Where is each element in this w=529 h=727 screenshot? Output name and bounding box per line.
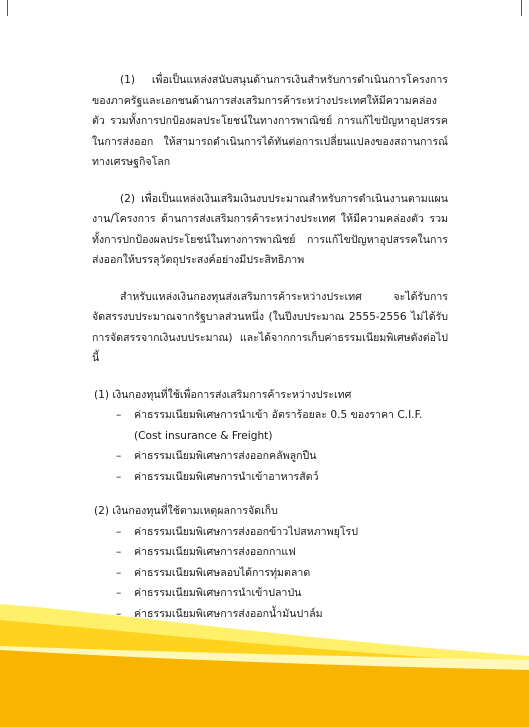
fund-group-1 <box>92 385 448 488</box>
list-item: – ค่าธรรมเนียมพิเศษการส่งออกกาแฟ <box>116 542 448 563</box>
dash-marker: – <box>116 587 122 599</box>
list-item: – ค่าธรรมเนียมพิเศษการนำเข้าปลาป่น <box>116 583 448 604</box>
paragraph-3: สำหรับแหล่งเงินกองทุนส่งเสริมการค้าระหว่างประเทศ จะได้รับการจัดสรรงบประมาณจากรัฐบาลส่วนหนึ่ง (ในปีงบประมาณ 2555-2556 ไม่ได้รับการจัดสรรจากเงินงบประมาณ) และได้จากการเก็บค่าธรรมเนียมพิเศษดังต่อไปนี้ <box>92 290 448 364</box>
fee-list <box>92 405 448 487</box>
group-heading: (2) เงินกองทุนที่ใช้ตามเหตุผลการจัดเก็บ <box>94 505 278 517</box>
dash-marker: – <box>116 409 122 421</box>
crop-mark <box>521 0 522 16</box>
group-heading: (1) เงินกองทุนที่ใช้เพื่อการส่งเสริมการค้าระหว่างประเทศ <box>94 388 352 401</box>
list-item: – ค่าธรรมเนียมพิเศษการนำเข้า อัตราร้อยละ 0.5 ของราคา C.I.F. (Cost insurance & Freight) <box>116 405 448 446</box>
decorative-wave-footer <box>0 590 529 727</box>
body-text <box>92 70 448 638</box>
paragraph-1: (1) เพื่อเป็นแหล่งสนับสนุนด้านการเงินสำหรับการดำเนินการโครงการของภาครัฐและเอกชนด้านการส่งเสริมการค้าระหว่างประเทศให้มีความคล่องตัว รวมทั้งการปกป้องผลประโยชน์ในทางการพาณิชย์ การแก้ไขปัญหาอุปสรรคในการส่งออก ให้สามารถดำเนินการได้ทันต่อการเปลี่ยนแปลงของสถานการณ์ทางเศรษฐกิจโลก <box>92 74 448 168</box>
dash-marker: – <box>116 607 122 620</box>
paragraph-2: (2) เพื่อเป็นแหล่งเงินเสริมเงินงบประมาณสำหรับการดำเนินงานตามแผนงาน/โครงการ ด้านการส่งเสริมการค้าระหว่างประเทศ ให้มีความคล่องตัว รวมทั้งการปกป้องผลประโยชน์ในทางการพาณิชย์ การแก้ไขปัญหาอุปสรรคในการส่งออกให้บรรลุวัตถุประสงค์อย่างมีประสิทธิภาพ <box>92 192 448 266</box>
dash-marker: – <box>116 470 122 483</box>
list-item: – ค่าธรรมเนียมพิเศษการส่งออกน้ำมันปาล์ม <box>116 604 448 625</box>
list-item: – ค่าธรรมเนียมพิเศษการส่งออกคลัพลูกปืน <box>116 446 448 467</box>
dash-marker: – <box>116 450 122 462</box>
dash-marker: – <box>116 525 122 538</box>
crop-mark <box>7 0 8 16</box>
dash-marker: – <box>116 546 122 558</box>
dash-marker: – <box>116 566 122 579</box>
list-item: – ค่าธรรมเนียมพิเศษลอบได้การทุ่มตลาด <box>116 563 448 584</box>
list-item: – ค่าธรรมเนียมพิเศษการส่งออกข้าวไปสหภาพยุโรป <box>116 522 448 543</box>
list-item: – ค่าธรรมเนียมพิเศษการนำเข้าอาหารสัตว์ <box>116 467 448 488</box>
